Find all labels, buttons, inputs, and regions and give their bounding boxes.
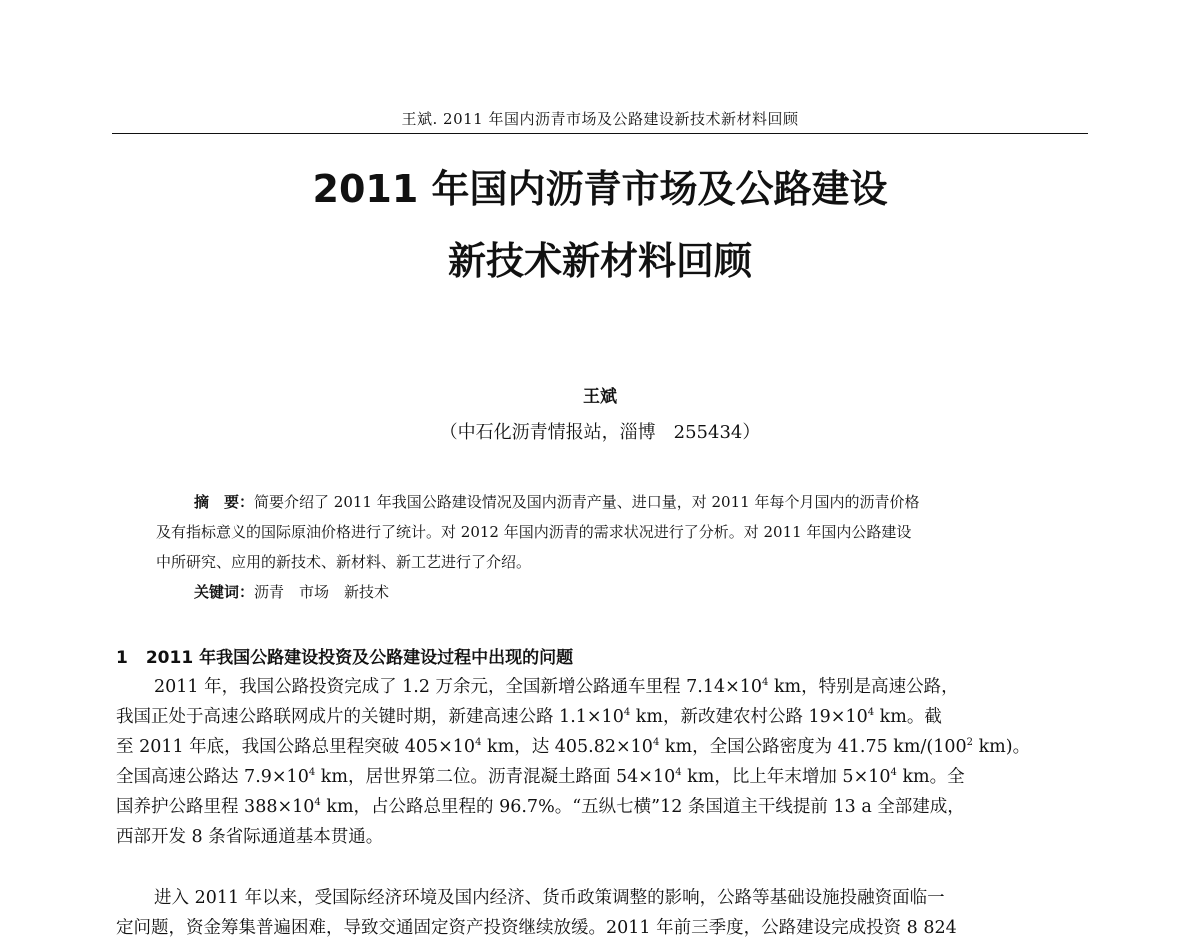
text-run: km。截 xyxy=(874,707,942,727)
paragraph-line xyxy=(116,732,1092,762)
affiliation: （中石化沥青情报站，淄博 255434） xyxy=(439,422,761,443)
text-run: km，比上年末增加 5×10 xyxy=(681,767,891,787)
paragraph-line: 西部开发 8 条省际通道基本贯通。 xyxy=(116,827,384,847)
author: 王斌 xyxy=(583,387,617,407)
keywords-text: 沥青 市场 新技术 xyxy=(254,583,390,601)
superscript: 4 xyxy=(867,707,875,719)
abstract-line: 及有指标意义的国际原油价格进行了统计。对 2012 年国内沥青的需求状况进行了分析。对 2011 年国内公路建设 xyxy=(156,523,912,541)
section-heading xyxy=(116,643,573,668)
title-line-2: 新技术新材料回顾 xyxy=(447,239,752,283)
header-rule xyxy=(112,133,1088,134)
superscript: 4 xyxy=(308,767,316,779)
text-run: 我国正处于高速公路联网成片的关键时期，新建高速公路 1.1×10 xyxy=(116,707,624,727)
text-run: km，占公路总里程的 96.7%。“五纵七横”12 条国道主干线提前 13 a 全部建成， xyxy=(320,797,965,817)
abstract-text: 简要介绍了 2011 年我国公路建设情况及国内沥青产量、进口量，对 2011 年每个月国内的沥青价格 xyxy=(254,493,920,511)
text-run: km。全 xyxy=(896,767,965,787)
abstract-label: 摘 要： xyxy=(194,493,255,511)
paragraph-line xyxy=(116,792,1092,822)
text-run: 全国高速公路达 7.9×10 xyxy=(116,767,309,787)
text-run: km，特别是高速公路， xyxy=(768,677,959,697)
superscript: 4 xyxy=(314,797,321,809)
abstract-line xyxy=(156,487,1056,517)
superscript: 4 xyxy=(475,737,482,749)
superscript: 4 xyxy=(762,677,769,689)
superscript: 4 xyxy=(890,767,897,779)
section-title: 2011 年我国公路建设投资及公路建设过程中出现的问题 xyxy=(145,648,574,668)
paragraph-line xyxy=(116,672,1092,702)
abstract-line: 中所研究、应用的新技术、新材料、新工艺进行了介绍。 xyxy=(156,553,532,571)
text-run: km，达 405.82×10 xyxy=(481,737,653,757)
superscript: 4 xyxy=(623,707,631,719)
running-header: 王斌. 2011 年国内沥青市场及公路建设新技术新材料回顾 xyxy=(401,110,799,128)
text-run: km，全国公路密度为 41.75 km/(100 xyxy=(659,737,967,757)
text-run: 至 2011 年底，我国公路总里程突破 405×10 xyxy=(116,737,476,757)
keywords xyxy=(156,577,1056,607)
keywords-label: 关键词： xyxy=(194,583,255,601)
text-run: km，新改建农村公路 19×10 xyxy=(630,707,868,727)
paragraph-line: 定问题，资金筹集普遍困难，导致交通固定资产投资继续放缓。2011 年前三季度，公路建设完成投资 8 824 xyxy=(116,918,957,938)
paragraph-1 xyxy=(116,672,1092,852)
superscript: 4 xyxy=(675,767,682,779)
paragraph-line xyxy=(116,702,1092,732)
paragraph-2 xyxy=(116,883,1092,943)
text-run: km)。 xyxy=(973,737,1031,757)
text-run: 2011 年，我国公路投资完成了 1.2 万余元，全国新增公路通车里程 7.14×10 xyxy=(154,677,763,697)
superscript: 2 xyxy=(966,737,973,749)
section-number: 1 xyxy=(116,648,128,668)
title-line-1: 2011 年国内沥青市场及公路建设 xyxy=(312,167,888,211)
paragraph-line: 进入 2011 年以来，受国际经济环境及国内经济、货币政策调整的影响，公路等基础设施投融资面临一 xyxy=(154,888,945,908)
abstract xyxy=(156,487,1056,607)
superscript: 4 xyxy=(652,737,660,749)
text-run: 国养护公路里程 388×10 xyxy=(116,797,315,817)
paragraph-line xyxy=(116,762,1092,792)
text-run: km，居世界第二位。沥青混凝土路面 54×10 xyxy=(315,767,676,787)
